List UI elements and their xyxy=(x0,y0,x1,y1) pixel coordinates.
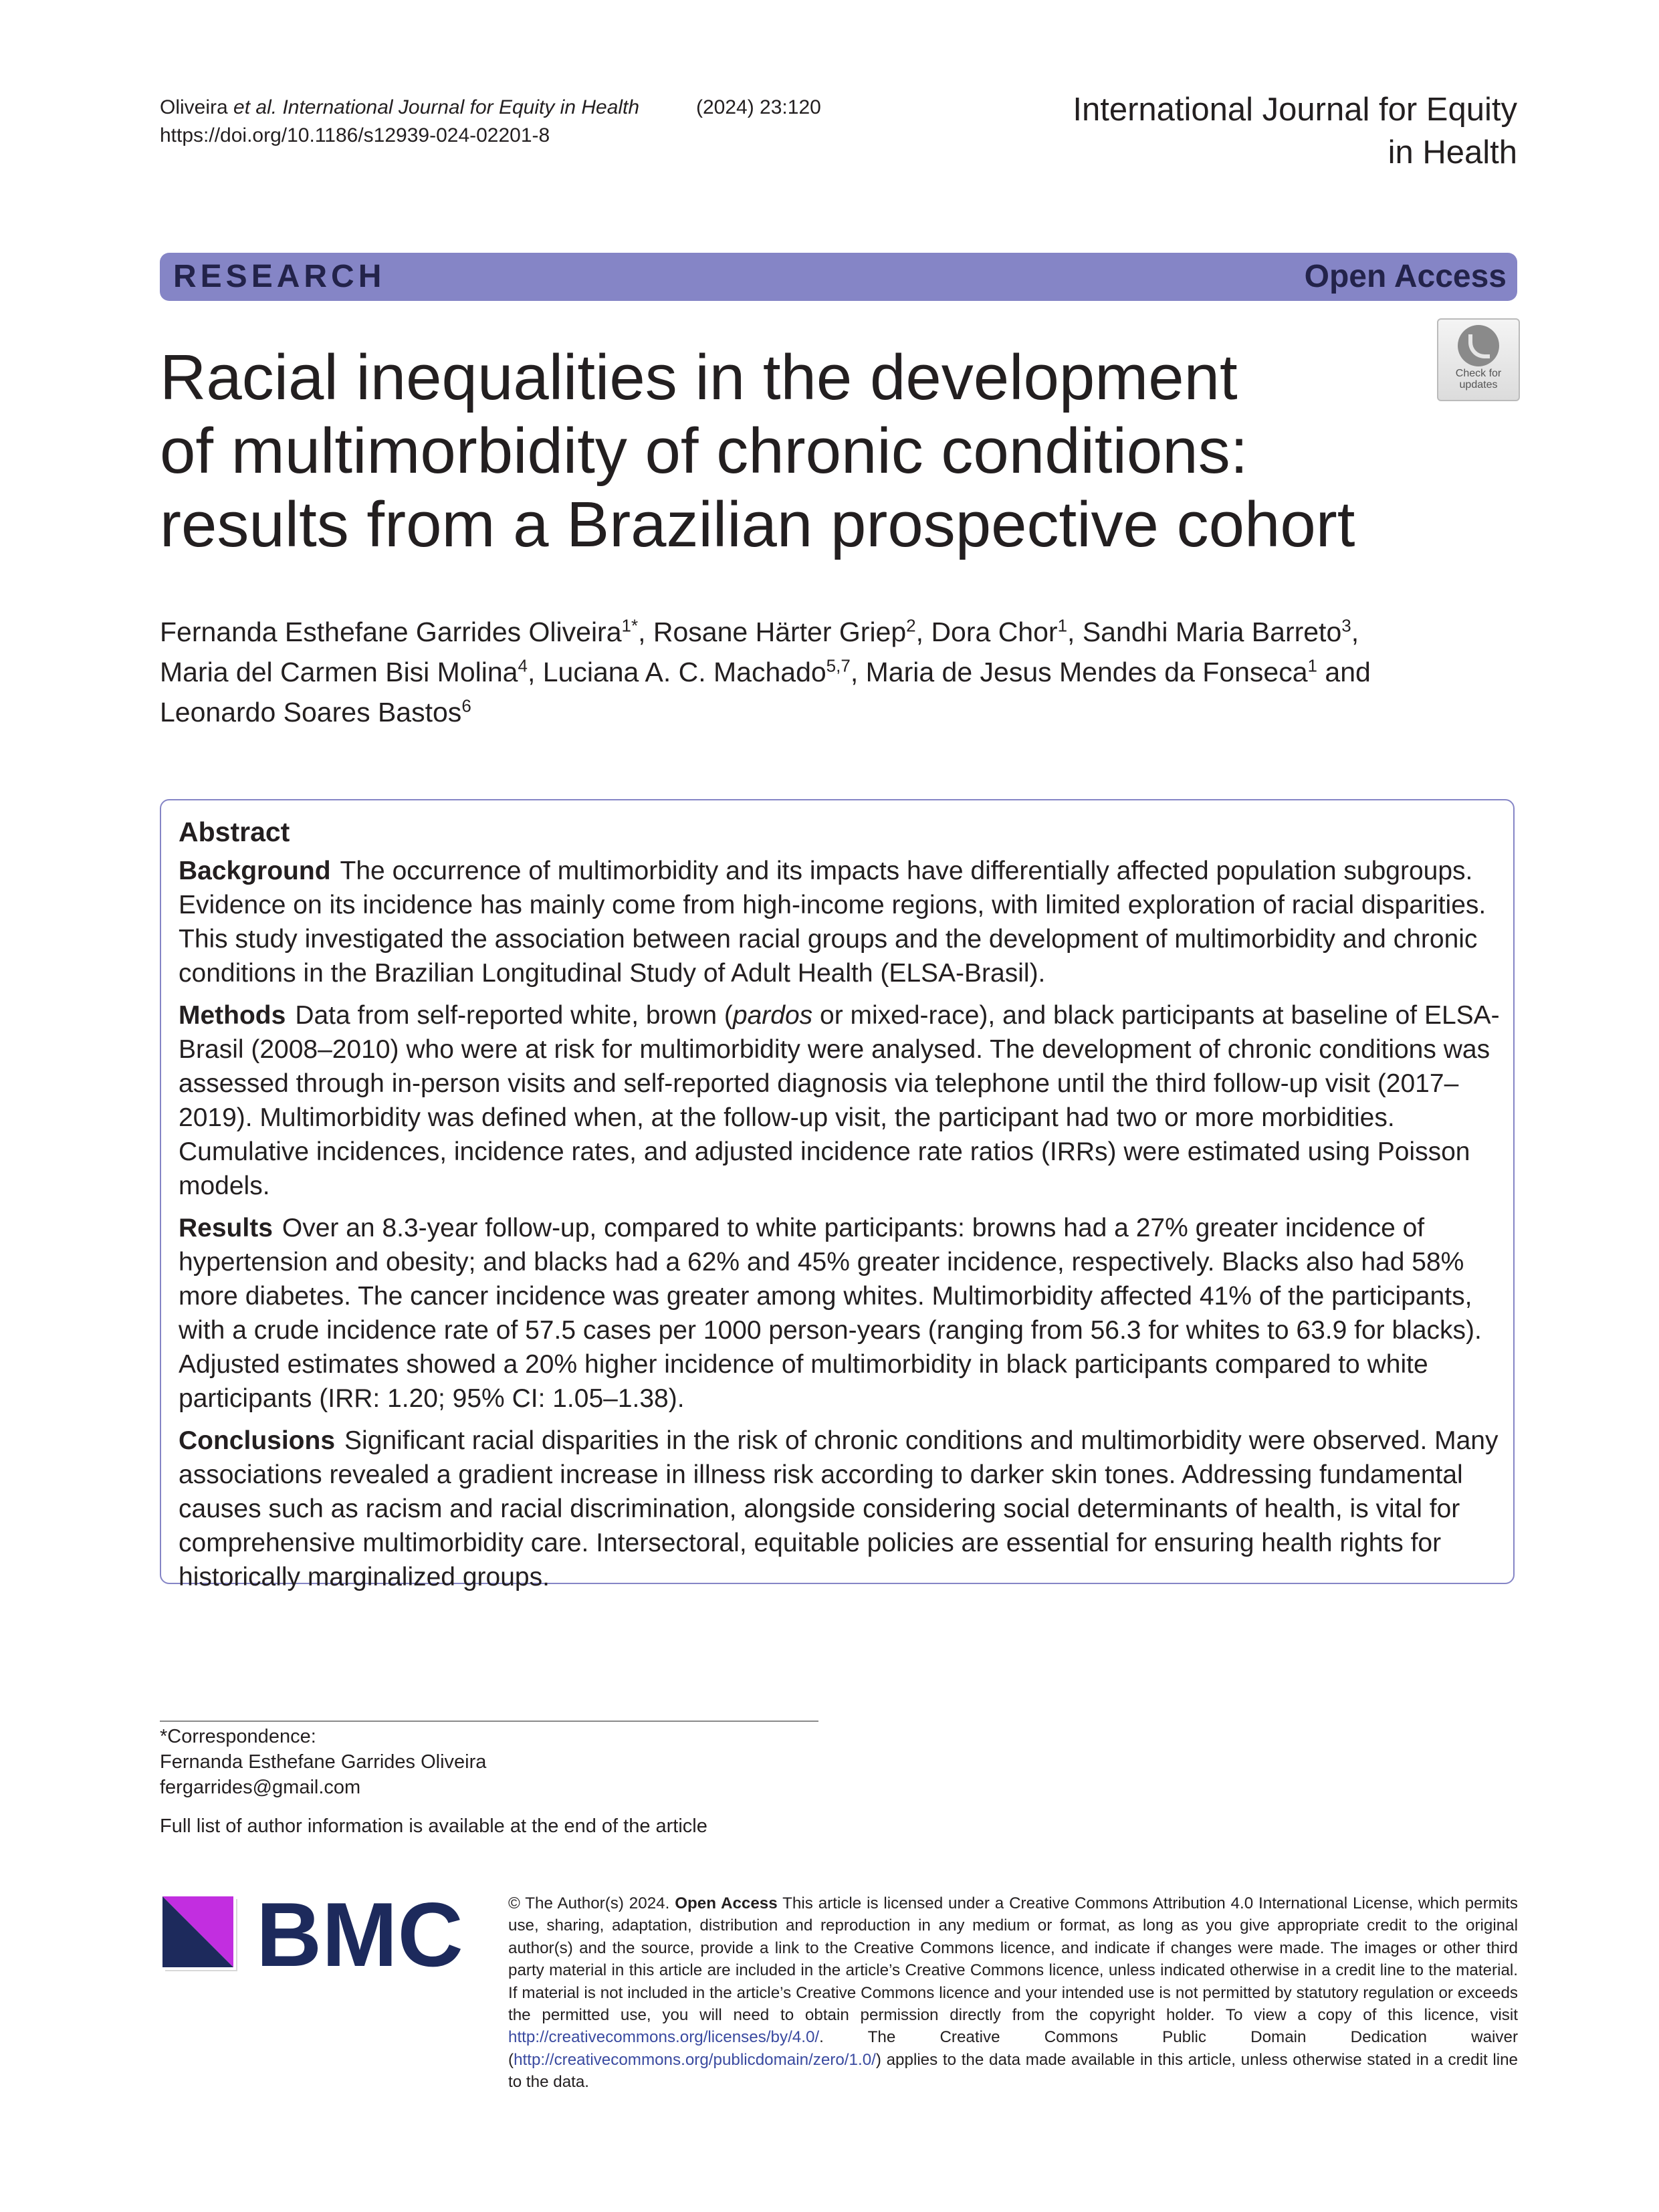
background-text: The occurrence of multimorbidity and its impacts have differentially affected population subgroups. Evidence on its incidence has mainly come from high-income regions, with limited exploration of racial disparities. This study investigated the association between racial groups and the development of multimorbidity and chronic conditions in the Brazilian Longitudinal Study of Adult Health (ELSA-Brasil). xyxy=(179,857,1486,988)
author-affiliation: 6 xyxy=(461,695,471,716)
license-copyright: © The Author(s) 2024. xyxy=(508,1894,670,1912)
check-updates-line2: updates xyxy=(1459,379,1498,391)
author-name[interactable]: Dora Chor xyxy=(931,617,1058,647)
bmc-logo-text: BMC xyxy=(256,1892,463,1979)
author-separator: and xyxy=(1317,657,1371,687)
license-link-zero[interactable]: http://creativecommons.org/publicdomain/zero/1.0/ xyxy=(514,2050,876,2069)
license-open-access: Open Access xyxy=(675,1894,778,1912)
correspondence xyxy=(160,1724,486,1800)
author-separator: , xyxy=(850,657,866,687)
author-line-2 xyxy=(160,652,1377,692)
journal-name-line2: in Health xyxy=(1388,134,1517,171)
journal-name xyxy=(1073,88,1517,174)
header-citation: (2024) 23:120 xyxy=(696,96,821,118)
author-affiliation: 2 xyxy=(906,615,916,636)
author-separator: , xyxy=(1067,617,1083,647)
methods-text-2: or mixed-race), and black participants at baseline of ELSA-Brasil (2008–2010) who were at risk for multimorbidity were analysed. The development of chronic conditions was assessed through in-person visits and self-reported diagnosis via telephone until the third follow-up visit (2017–2019). Multimorbidity was defined when, at the follow-up visit, the participant had two or more morbidities. Cumulative incidences, incidence rates, and adjusted incidence rate ratios (IRRs) were estimated using Poisson models. xyxy=(179,1001,1500,1200)
background-label: Background xyxy=(179,857,331,885)
author-separator: , xyxy=(1351,617,1359,647)
check-updates-icon xyxy=(1458,325,1499,366)
article-title xyxy=(160,341,1363,562)
author-name[interactable]: Maria del Carmen Bisi Molina xyxy=(160,657,518,687)
author-separator: , xyxy=(527,657,543,687)
methods-label: Methods xyxy=(179,1001,286,1030)
journal-name-line1: International Journal for Equity xyxy=(1073,92,1517,128)
license-text-1: This article is licensed under a Creative Commons Attribution 4.0 International License, which permits use, sharing, adaptation, distribution and reproduction in any medium or format, as long as you give appropriate credit to the original author(s) and the source, provide a link to the Creative Commons licence, and indicate if changes were made. The images or other third party material in this article are included in the article’s Creative Commons licence, unless indicated otherwise in a credit line to the material. If material is not included in the article’s Creative Commons licence and your intended use is not permitted by statutory regulation or exceeds the permitted use, you will need to obtain permission directly from the copyright holder. To view a copy of this licence, visit xyxy=(508,1894,1518,2025)
abstract-conclusions xyxy=(179,1424,1503,1594)
check-updates-line1: Check for xyxy=(1455,368,1502,379)
abstract-box xyxy=(160,799,1515,1591)
abstract-content xyxy=(179,814,1503,1602)
license-text xyxy=(508,1892,1518,2094)
methods-text-1: Data from self-reported white, brown ( xyxy=(295,1001,733,1030)
license-text-2: . The Creative Commons Public Domain Dedication waiver ( xyxy=(508,2028,1518,2069)
footnote-divider xyxy=(160,1721,818,1722)
citation-line xyxy=(160,94,821,122)
bmc-logo-graphic xyxy=(162,1892,470,1979)
license-text-3: ) applies to the data made available in this article, unless otherwise stated in a credit line to the data. xyxy=(508,2050,1518,2092)
author-name[interactable]: Fernanda Esthefane Garrides Oliveira xyxy=(160,617,622,647)
author-affiliation: 1 xyxy=(1307,655,1317,676)
author-affiliation: 5,7 xyxy=(826,655,851,676)
author-name[interactable]: Leonardo Soares Bastos xyxy=(160,697,462,728)
abstract-methods xyxy=(179,998,1503,1203)
header-journal: International Journal for Equity in Health xyxy=(282,96,640,118)
author-affiliation: 1* xyxy=(621,615,639,636)
author-affiliation: 3 xyxy=(1341,615,1351,636)
full-list-note: Full list of author information is available at the end of the article xyxy=(160,1815,707,1837)
author-affiliation: 4 xyxy=(518,655,528,676)
header-et-al: et al. xyxy=(233,96,278,118)
title-line-2: of multimorbidity of chronic conditions: xyxy=(160,415,1248,487)
conclusions-label: Conclusions xyxy=(179,1426,336,1455)
author-line-3 xyxy=(160,692,1377,732)
title-line-3: results from a Brazilian prospective cohort xyxy=(160,489,1355,560)
author-list xyxy=(160,612,1377,732)
running-header xyxy=(160,94,821,150)
conclusions-text: Significant racial disparities in the risk of chronic conditions and multimorbidity were observed. Many associations revealed a gradient increase in illness risk according to darker skin tones. Addressing fundamental causes such as racism and racial discrimination, alongside considering social determinants of health, is vital for comprehensive multimorbidity care. Intersectoral, equitable policies are essential for ensuring health rights for historically marginalized groups. xyxy=(179,1426,1499,1591)
abstract-heading: Abstract xyxy=(179,816,290,847)
check-for-updates-button[interactable] xyxy=(1437,318,1520,401)
results-label: Results xyxy=(179,1214,273,1242)
author-name[interactable]: Maria de Jesus Mendes da Fonseca xyxy=(865,657,1308,687)
license-link-by[interactable]: http://creativecommons.org/licenses/by/4.0/ xyxy=(508,2028,820,2047)
header-doi[interactable]: https://doi.org/10.1186/s12939-024-02201-8 xyxy=(160,124,550,146)
author-line-1 xyxy=(160,612,1377,652)
author-separator: , xyxy=(638,617,653,647)
abstract-background xyxy=(179,854,1503,990)
author-name[interactable]: Luciana A. C. Machado xyxy=(542,657,826,687)
results-text: Over an 8.3-year follow-up, compared to white participants: browns had a 27% greater incidence of hypertension and obesity; and blacks had a 62% and 45% greater incidence, respectively. Blacks also had 58% more diabetes. The cancer incidence was greater among whites. Multimorbidity affected 41% of the participants, with a crude incidence rate of 57.5 cases per 1000 person-years (ranging from 56.3 for whites to 63.9 for blacks). Adjusted estimates showed a 20% higher incidence of multimorbidity in black participants compared to white participants (IRR: 1.20; 95% CI: 1.05–1.38). xyxy=(179,1214,1482,1413)
correspondence-name: Fernanda Esthefane Garrides Oliveira xyxy=(160,1751,487,1773)
author-name[interactable]: Sandhi Maria Barreto xyxy=(1082,617,1342,647)
title-line-1: Racial inequalities in the development xyxy=(160,342,1238,413)
author-affiliation: 1 xyxy=(1057,615,1068,636)
abstract-results xyxy=(179,1211,1503,1416)
header-authors: Oliveira xyxy=(160,96,228,118)
correspondence-label: *Correspondence: xyxy=(160,1726,316,1747)
correspondence-email[interactable]: fergarrides@gmail.com xyxy=(160,1777,361,1798)
bmc-logo xyxy=(162,1892,470,1979)
section-banner xyxy=(160,253,1517,301)
open-access-label: Open Access xyxy=(1304,259,1507,294)
section-type: RESEARCH xyxy=(173,259,386,294)
author-name[interactable]: Rosane Härter Griep xyxy=(653,617,907,647)
author-separator: , xyxy=(915,617,931,647)
methods-italic: pardos xyxy=(732,1001,813,1030)
